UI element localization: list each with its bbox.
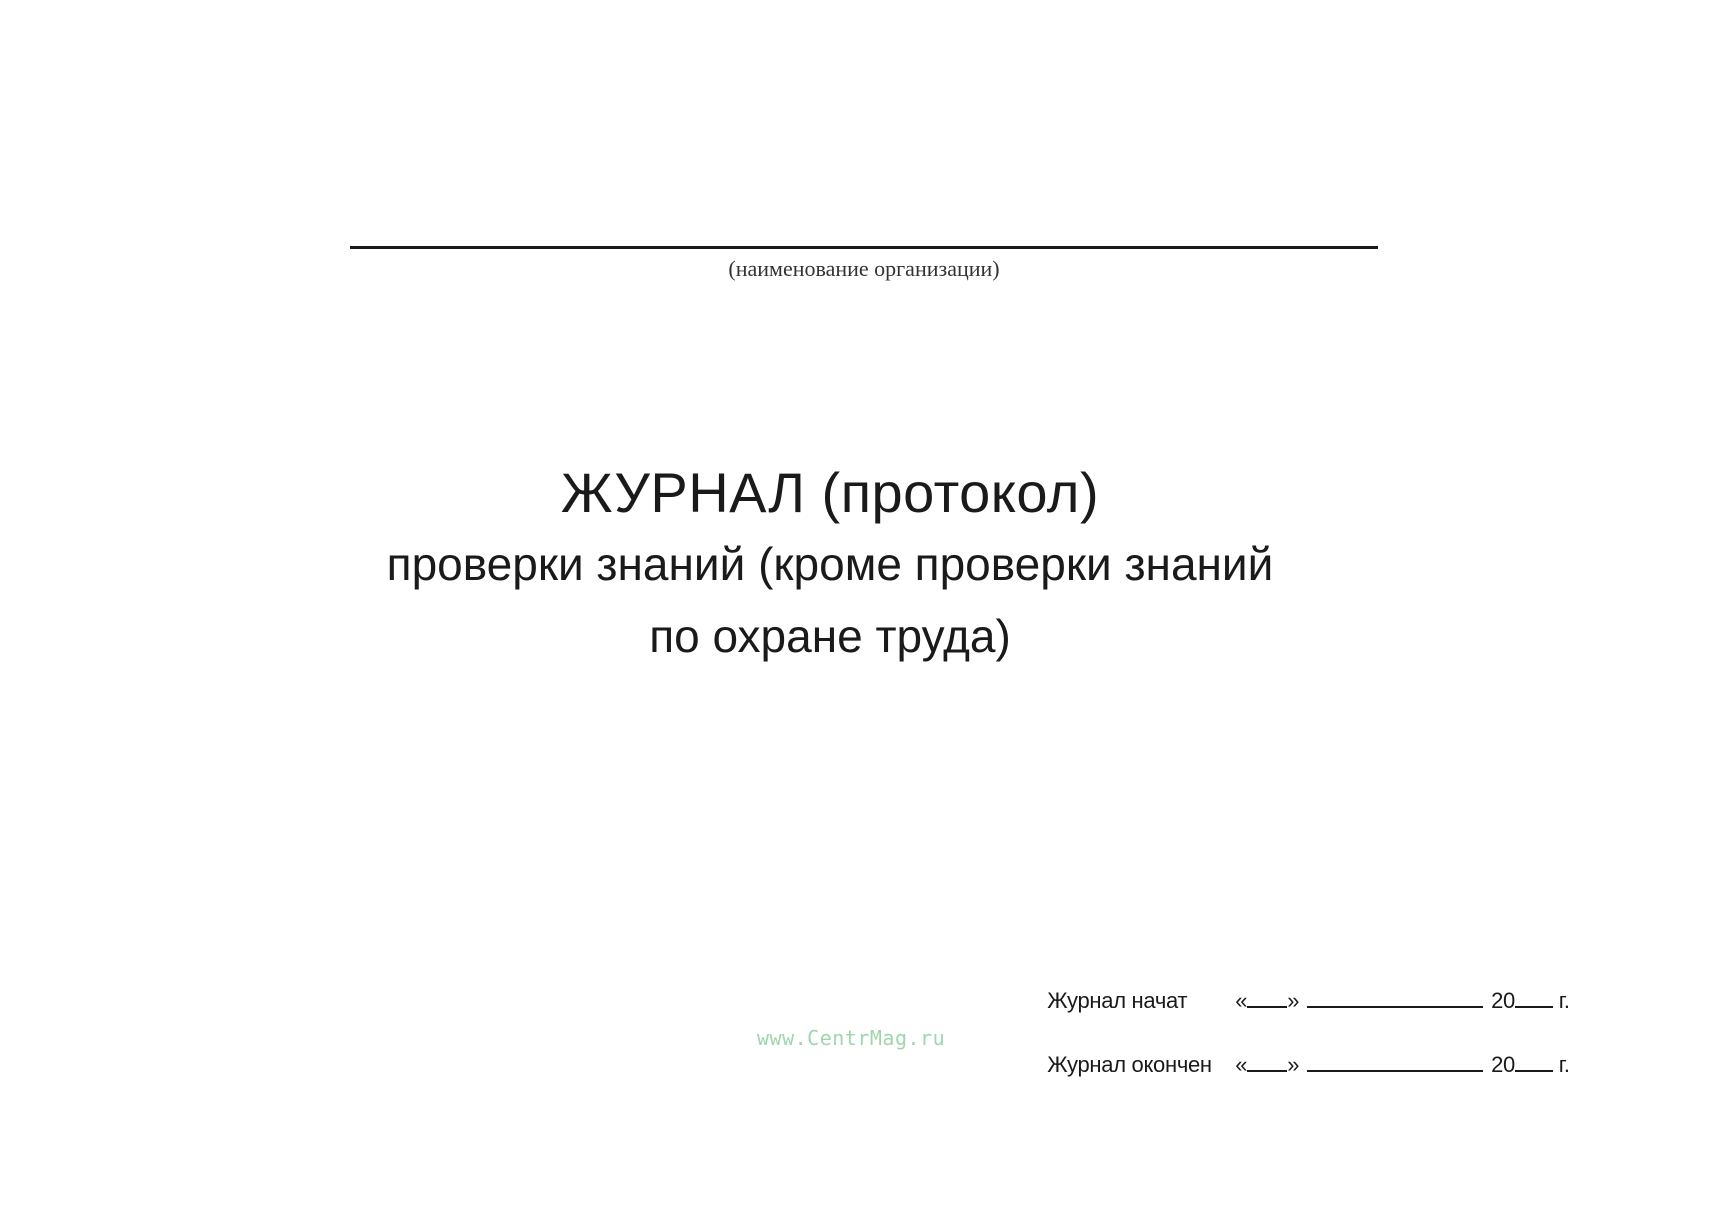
title-line-3: по охране труда) [649,610,1011,662]
year-blank [1515,1052,1553,1072]
watermark: www.CentrMag.ru [757,1026,946,1050]
close-quote: » [1287,1052,1300,1077]
month-blank [1307,1052,1483,1072]
title-main: ЖУРНАЛ (протокол) [560,461,1100,524]
day-blank [1247,988,1287,1008]
organization-caption: (наименование организации) [728,256,1000,281]
journal-ended-label: Журнал окончен [1047,1052,1212,1077]
year-prefix: 20 [1491,1052,1515,1077]
open-quote: « [1235,1052,1248,1077]
year-suffix: г. [1553,988,1570,1013]
title-line-2: проверки знаний (кроме проверки знаний [386,538,1274,590]
document-title [300,458,1360,672]
day-blank [1247,1052,1287,1072]
year-blank [1515,988,1553,1008]
close-quote: » [1287,988,1300,1013]
journal-ended-row [1024,1026,1570,1104]
open-quote: « [1235,988,1248,1013]
year-prefix: 20 [1491,988,1515,1013]
organization-name-line [350,246,1378,249]
journal-started-label: Журнал начат [1047,988,1188,1013]
year-suffix: г. [1553,1052,1570,1077]
month-blank [1307,988,1483,1008]
